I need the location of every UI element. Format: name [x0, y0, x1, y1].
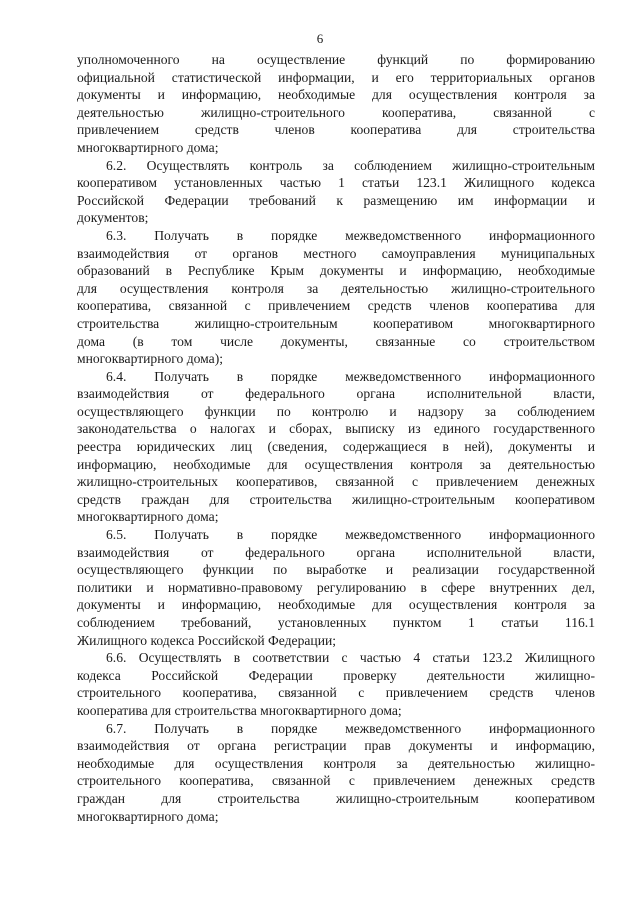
text-line: 6.2. Осуществлять контроль за соблюдением жилищно-строительным [106, 157, 595, 173]
text-line: 6.4. Получать в порядке межведомственного информационного [106, 368, 595, 384]
text-line: реестра юридических лиц (сведения, содержащиеся в ней), документы и [77, 439, 595, 455]
text-line: образований в Республике Крым документы и информацию, необходимые [77, 263, 595, 279]
text-line: соблюдением требований, установленных пунктом 1 статьи 116.1 [77, 615, 595, 630]
text-line: осуществляющего функции по контролю и надзору за соблюдением [77, 403, 595, 419]
text-line: взаимодействия от органов местного самоуправления муниципальных [77, 245, 595, 261]
text-line: официальной статистической информации, и его территориальных органов [77, 69, 595, 85]
text-line: жилищно-строительных кооперативов, связанной с привлечением денежных [77, 474, 595, 490]
text-line: Российской Федерации требований к размещению им информации и [77, 192, 595, 208]
text-line: кооперативом установленных частью 1 статьи 123.1 Жилищного кодекса [77, 175, 595, 191]
text-line: для осуществления контроля за деятельностью жилищно-строительного [77, 280, 595, 296]
page-number: 6 [316, 31, 324, 46]
text-line: привлечением средств членов кооператива для строительства [77, 122, 595, 138]
text-line: 6.6. Осуществлять в соответствии с частью 4 статьи 123.2 Жилищного [106, 650, 595, 666]
text-line: кооператива для строительства многоквартирного дома; [77, 702, 402, 718]
text-line: взаимодействия от федерального органа исполнительной власти, [77, 386, 595, 402]
text-line: 6.3. Получать в порядке межведомственного информационного [106, 227, 595, 243]
text-line: многоквартирного дома; [77, 808, 219, 824]
text-line: взаимодействия от органа регистрации прав документы и информацию, [77, 738, 595, 754]
text-line: документы и информацию, необходимые для осуществления контроля за [77, 87, 595, 103]
text-line: 6.7. Получать в порядке межведомственного информационного [106, 720, 595, 736]
text-line: средств граждан для строительства жилищно-строительным кооперативом [77, 491, 595, 507]
text-line: дома (в том числе документы, связанные со строительством [77, 333, 595, 349]
text-line: многоквартирного дома); [77, 351, 224, 367]
text-line: документы и информацию, необходимые для осуществления контроля за [77, 597, 595, 613]
text-line: информацию, необходимые для осуществления контроля за деятельностью [77, 456, 595, 472]
text-line: строительного кооператива, связанной с привлечением средств членов [77, 685, 595, 701]
text-line: строительного кооператива, связанной с привлечением денежных средств [77, 773, 595, 789]
text-line: деятельностью жилищно-строительного кооператива, связанной с [77, 104, 595, 120]
text-line: строительства жилищно-строительным кооперативом многоквартирного [77, 315, 595, 331]
text-line: граждан для строительства жилищно-строительным кооперативом [77, 790, 595, 806]
text-line: кодекса Российской Федерации проверку деятельности жилищно- [77, 667, 595, 683]
text-line: необходимые для осуществления контроля за деятельностью жилищно- [77, 755, 595, 771]
text-line: осуществляющего функции по выработке и реализации государственной [77, 562, 595, 578]
text-line: многоквартирного дома; [77, 139, 219, 155]
text-line: многоквартирного дома; [77, 509, 219, 525]
document-body [77, 51, 595, 825]
text-line: кооператива, связанной с привлечением средств членов кооператива для [77, 298, 595, 314]
text-line: взаимодействия от федерального органа исполнительной власти, [77, 544, 595, 560]
text-line: законодательства о налогах и сборах, выписку из единого государственного [77, 421, 595, 437]
text-line: 6.5. Получать в порядке межведомственного информационного [106, 527, 595, 543]
text-line: политики и нормативно-правовому регулированию в сфере внутренних дел, [77, 579, 595, 595]
text-line: документов; [77, 210, 149, 226]
text-line: Жилищного кодекса Российской Федерации; [77, 632, 337, 648]
text-line: уполномоченного на осуществление функций по формированию [77, 52, 595, 67]
